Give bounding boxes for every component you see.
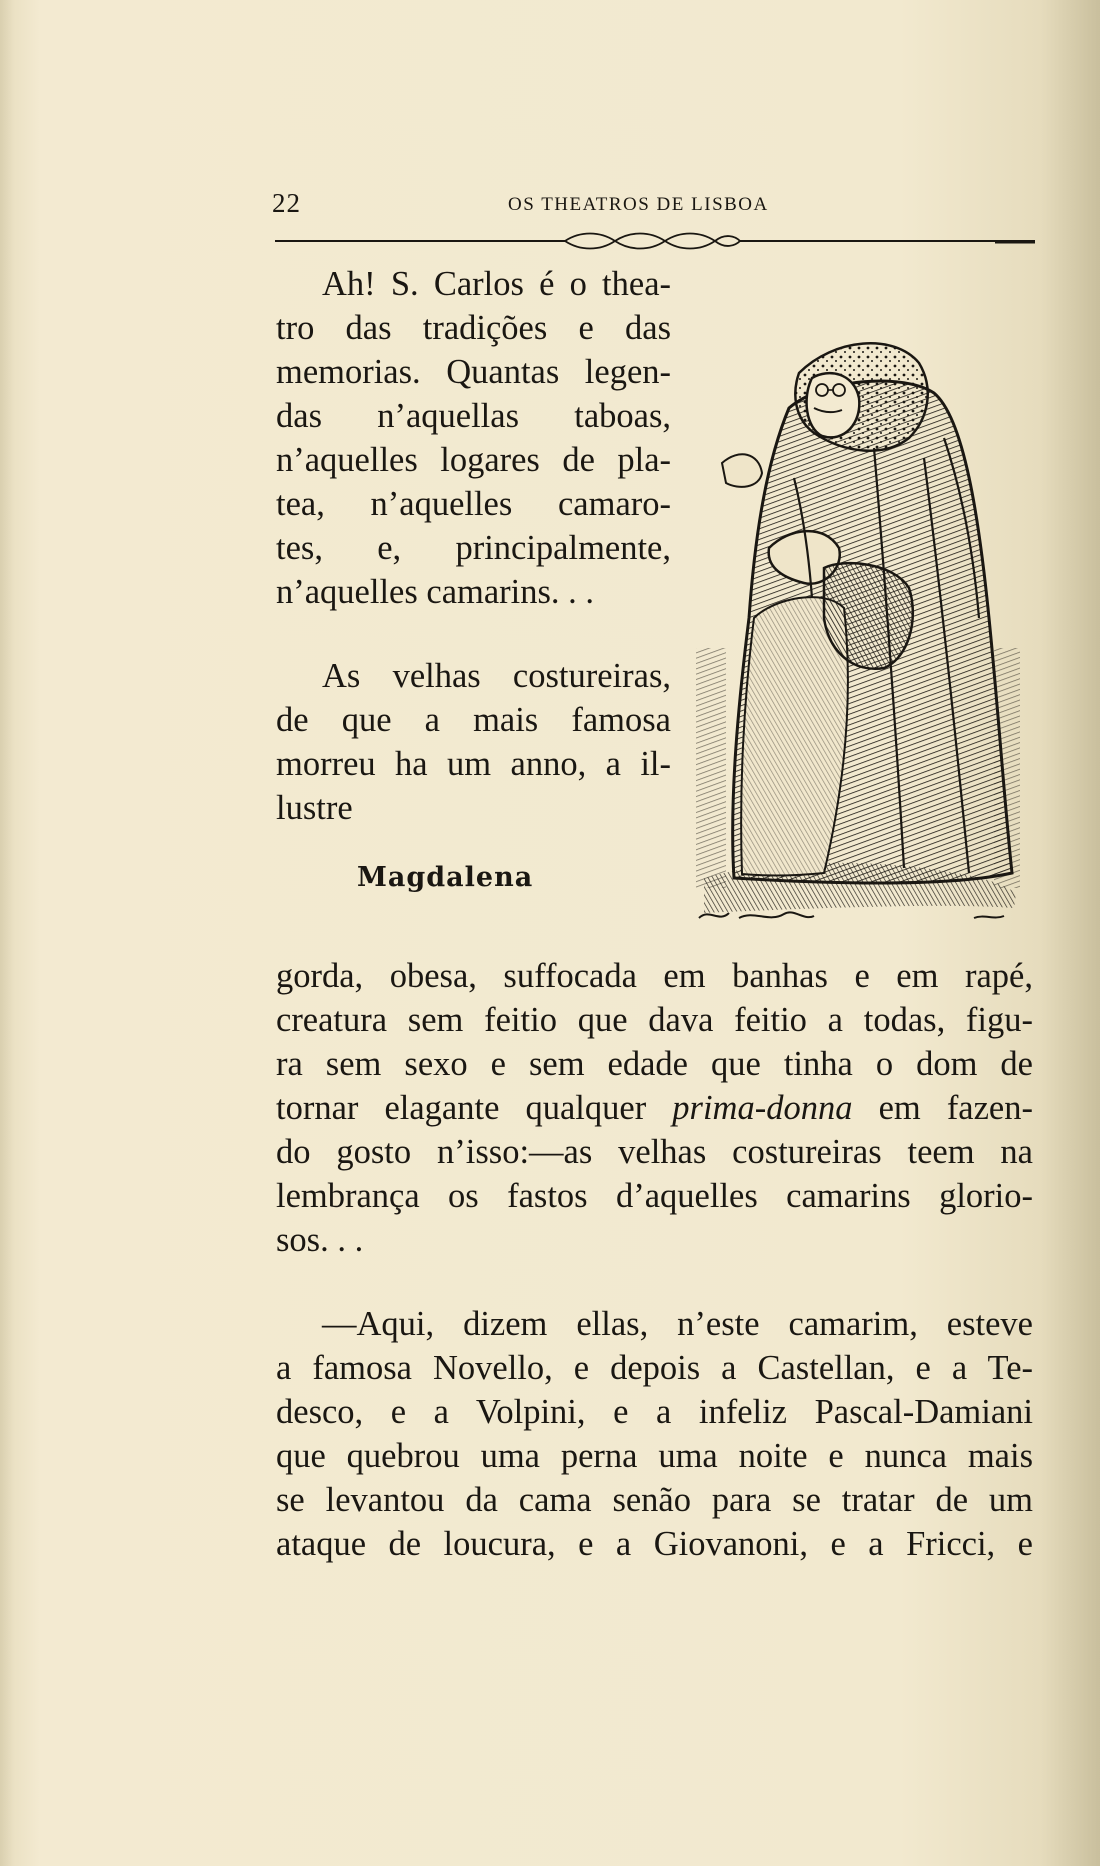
text-line: de que a mais famosa — [276, 701, 671, 739]
text-line: das n’aquellas taboas, — [276, 397, 671, 435]
italic-term: prima-donna — [672, 1089, 853, 1127]
text-fragment: em fazen- — [852, 1089, 1033, 1127]
text-line: Ah! S. Carlos é o thea- — [322, 265, 671, 303]
text-line: lustre — [276, 789, 353, 827]
text-line: lembrança os fastos d’aquelles camarins glorio- — [276, 1177, 1033, 1215]
text-line: a famosa Novello, e depois a Castellan, e a Te- — [276, 1349, 1033, 1387]
text-line: tro das tradições e das — [276, 309, 671, 347]
text-line: sos. . . — [276, 1221, 364, 1259]
running-title: OS THEATROS DE LISBOA — [508, 194, 769, 215]
text-line: n’aquelles logares de pla- — [276, 441, 671, 479]
text-line: memorias. Quantas legen- — [276, 353, 671, 391]
text-line: ataque de loucura, e a Giovanoni, e a Fricci, e — [276, 1525, 1033, 1563]
text-line: morreu ha um anno, a il- — [276, 745, 671, 783]
illustration-caption: Magdalena — [357, 862, 534, 893]
text-line: n’aquelles camarins. . . — [276, 573, 595, 611]
paragraph-seamstresses — [276, 654, 671, 830]
text-fragment: tornar elagante qualquer — [276, 1089, 673, 1127]
text-line: tea, n’aquelles camaro- — [276, 485, 671, 523]
paragraph-intro — [276, 262, 671, 614]
seamstress-illustration — [694, 318, 1026, 934]
text-line: desco, e a Volpini, e a infeliz Pascal-Damiani — [276, 1393, 1033, 1431]
text-line: se levantou da cama senão para se tratar de um — [276, 1481, 1033, 1519]
paragraph-camarim — [276, 1302, 1033, 1566]
text-line: que quebrou uma perna uma noite e nunca mais — [276, 1437, 1033, 1475]
text-line: gorda, obesa, suffocada em banhas e em rapé, — [276, 957, 1033, 995]
ornamental-rule — [275, 228, 1035, 258]
text-line: As velhas costureiras, — [322, 657, 671, 695]
text-line: do gosto n’isso:—as velhas costureiras teem na — [276, 1133, 1033, 1171]
text-line: creatura sem feitio que dava feitio a todas, figu- — [276, 1001, 1033, 1039]
page-header — [272, 186, 1032, 226]
text-line: tes, e, principalmente, — [276, 529, 671, 567]
page-number: 22 — [272, 188, 301, 218]
paragraph-magdalena — [276, 954, 1033, 1262]
text-line — [276, 1086, 1033, 1130]
text-line: —Aqui, dizem ellas, n’este camarim, esteve — [322, 1305, 1033, 1343]
text-line: ra sem sexo e sem edade que tinha o dom de — [276, 1045, 1033, 1083]
